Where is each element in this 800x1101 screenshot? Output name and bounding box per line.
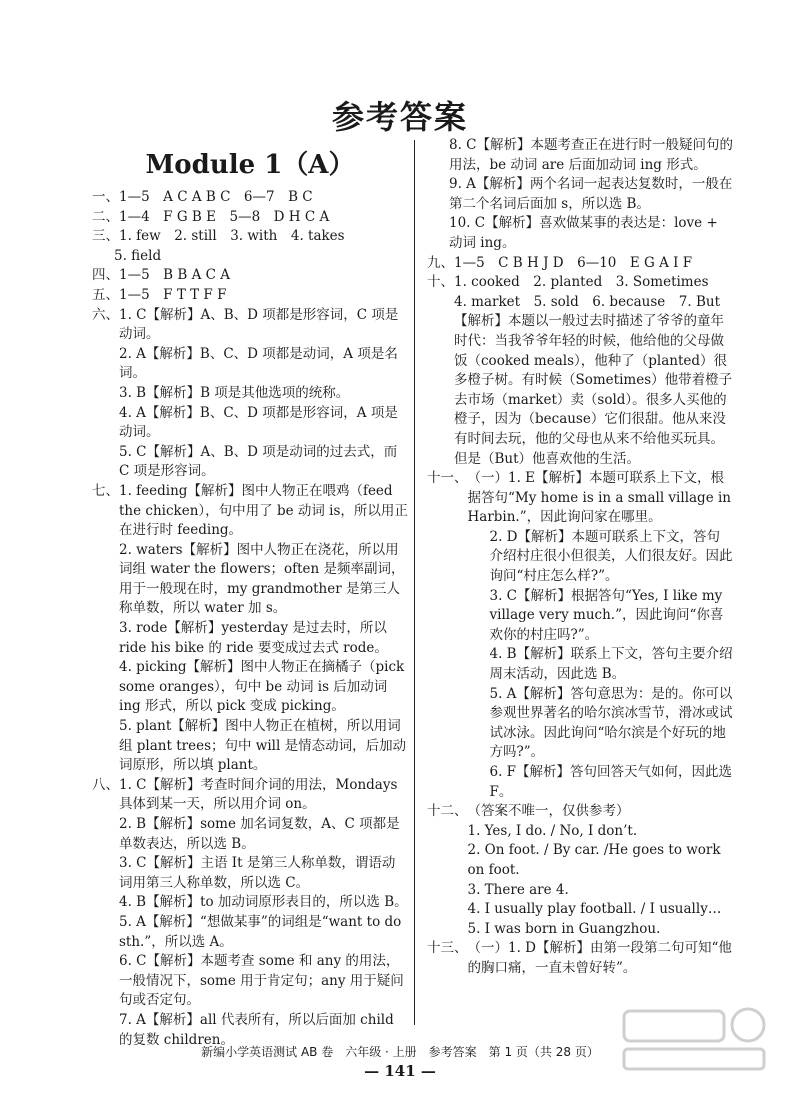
page-footer: 新编小学英语测试 AB 卷 六年级 · 上册 参考答案 第 1 页（共 28 页） <box>201 1045 599 1059</box>
section-number: 九、 <box>427 254 454 271</box>
answer-item: 10. C【解析】喜欢做某事的表达是：love + 动词 ing。 <box>449 215 718 251</box>
answer-item: 5. I was born in Guangzhou. <box>467 920 661 937</box>
answer-item: 2. D【解析】本题可联系上下文，答句介绍村庄很小但很美，人们很友好。因此询问“村庄怎么样?”。 <box>489 528 733 585</box>
section-note: （答案不唯一，仅供参考） <box>467 803 630 820</box>
answer-item: 1. Yes, I do. / No, I don’t. <box>467 822 638 839</box>
section-7 <box>92 482 408 776</box>
section-number: 三、 <box>92 228 119 245</box>
section-number: 八、 <box>92 776 119 793</box>
answer-item: 8. C【解析】本题考查正在进行时一般疑问句的用法，be 动词 are 后面加动词 ing 形式。 <box>449 137 734 173</box>
answer-item: 3. There are 4. <box>467 881 569 898</box>
section-number: 六、 <box>92 306 119 323</box>
section-13 <box>427 939 733 978</box>
answer-item: 1. feeding【解析】图中人物正在喂鸡（feed the chicken），句中用了 be 动词 is，所以用正在进行时 feeding。 <box>119 482 408 539</box>
answer-item: （一）1. E【解析】本题可联系上下文，根据答句“My home is in a small village in Harbin.”，因此询问家在哪里。 <box>467 470 731 526</box>
right-column <box>427 136 733 979</box>
section-number: 十二、 <box>427 803 468 820</box>
answer-item: 2. On foot. / By car. /He goes to work on foot. <box>467 842 721 878</box>
answer-item: 7. A【解析】all 代表所有，所以后面加 child 的复数 children。 <box>119 1011 394 1048</box>
section-answers: 1—5 B B A C A <box>119 267 231 284</box>
section-11 <box>427 469 733 802</box>
section-6 <box>92 306 408 482</box>
section-10 <box>427 273 733 469</box>
answer-item: 4. picking【解析】图中人物正在摘橘子（pick some oranges），句中 be 动词 is 后加动词 ing 形式，所以 pick 变成 picking。 <box>119 659 405 715</box>
column-divider <box>414 140 415 1025</box>
answer-item: 4. B【解析】联系上下文，答句主要介绍周末活动，因此选 B。 <box>489 646 733 683</box>
section-answers: 1. few 2. still 3. with 4. takes <box>119 228 345 245</box>
answer-item: 2. A【解析】B、C、D 项都是动词，A 项是名词。 <box>119 345 398 382</box>
section-answers: 1—5 A C A B C 6—7 B C <box>119 189 313 205</box>
module-title: Module 1（A） <box>145 150 355 180</box>
answer-item: 6. C【解析】本题考查 some 和 any 的用法，一般情况下，some 用于肯定句；any 用于疑问句或否定句。 <box>119 953 404 1009</box>
section-4 <box>92 266 408 286</box>
section-number: 十、 <box>427 274 454 291</box>
answer-item: 3. B【解析】B 项是其他选项的统称。 <box>119 384 350 401</box>
answer-item: 4. B【解析】to 加动词原形表目的，所以选 B。 <box>119 894 408 911</box>
section-12 <box>427 802 733 939</box>
section-answers: 1—4 F G B E 5—8 D H C A <box>119 208 330 225</box>
section-number: 五、 <box>92 286 119 303</box>
answer-item: 9. A【解析】两个名词一起表达复数时，一般在第二个名词后面加 s，所以选 B。 <box>449 176 733 212</box>
section-2 <box>92 208 408 228</box>
watermark-logo <box>620 1005 770 1075</box>
section-number: 四、 <box>92 267 119 284</box>
answer-item: 2. waters【解析】图中人物正在浇花，所以用词组 water the flowers；often 是频率副词，用于一般现在时，my grandmother 是第三人称单数，所以 water 加 s。 <box>119 541 405 617</box>
section-number: 一、 <box>92 189 119 205</box>
section-number: 十一、 <box>427 470 468 487</box>
section-8 <box>92 776 408 1050</box>
answer-item: 4. A【解析】B、C、D 项都是形容词，A 项是动词。 <box>119 404 398 441</box>
answer-item: 3. rode【解析】yesterday 是过去时，所以 ride his bike 的 ride 要变成过去式 rode。 <box>119 620 388 656</box>
page-number: — 141 — <box>364 1062 436 1080</box>
page-title: 参考答案 <box>331 98 468 136</box>
section-number: 二、 <box>92 208 119 225</box>
answer-item: 4. I usually play football. / I usually… <box>467 901 722 918</box>
section-answers: 1. cooked 2. planted 3. Sometimes <box>454 274 709 291</box>
answer-item: 5. A【解析】答句意思为：是的。你可以参观世界著名的哈尔滨冰雪节，滑冰或试试冰泳。因此询问“哈尔滨是个好玩的地方吗?”。 <box>489 685 733 761</box>
answer-item: 5. C【解析】A、B、D 项是动词的过去式，而 C 项是形容词。 <box>119 443 398 480</box>
section-3 <box>92 227 408 247</box>
section-number: 七、 <box>92 482 119 499</box>
answer-item: 6. F【解析】答句回答天气如何，因此选 F。 <box>489 764 733 800</box>
section-answers: 1—5 F T T F F <box>119 286 227 303</box>
answer-item: 2. B【解析】some 加名词复数，A、C 项都是单数表达，所以选 B。 <box>119 816 400 852</box>
left-column <box>92 148 408 1050</box>
answer-item: 5. plant【解析】图中人物正在植树，所以用词组 plant trees；句中 will 是情态动词，后加动词原形，所以填 plant。 <box>119 718 407 774</box>
section-1 <box>92 188 408 208</box>
answer-item: 3. C【解析】根据答句“Yes, I like my village very much.”，因此询问“你喜欢你的村庄吗?”。 <box>489 587 724 643</box>
section-5 <box>92 286 408 306</box>
analysis-text: 【解析】本题以一般过去时描述了爷爷的童年时代：当我爷爷年轻的时候，他给他的父母做饭（cooked meals），他种了（planted）很多橙子树。有时候（Sometimes）他带着橙子去市场（market）卖（sold）。很多人买他的橙子，因为（because）它们很甜。他从来没有时间去玩，他的父母也从来不给他买玩具。但是（But）他喜欢他的生活。 <box>454 313 733 467</box>
answer-item: 1. C【解析】A、B、D 项都是形容词，C 项是动词。 <box>119 306 399 343</box>
section-answers: 4. market 5. sold 6. because 7. But <box>454 293 720 310</box>
section-number: 十三、 <box>427 940 468 957</box>
section-9 <box>427 254 733 274</box>
section-answers: 1—5 C B H J D 6—10 E G A I F <box>454 254 693 271</box>
answer-item: （一）1. D【解析】由第一段第二句可知“他的胸口痛，一直未曾好转”。 <box>467 940 732 976</box>
answer-item: 5. A【解析】“想做某事”的词组是“want to do sth.”，所以选 A。 <box>119 913 402 950</box>
answer-line: 5. field <box>114 247 162 264</box>
answer-item: 1. C【解析】考查时间介词的用法，Mondays 具体到某一天，所以用介词 on。 <box>119 776 398 813</box>
answer-item: 3. C【解析】主语 It 是第三人称单数，谓语动词用第三人称单数，所以选 C。 <box>119 855 396 891</box>
